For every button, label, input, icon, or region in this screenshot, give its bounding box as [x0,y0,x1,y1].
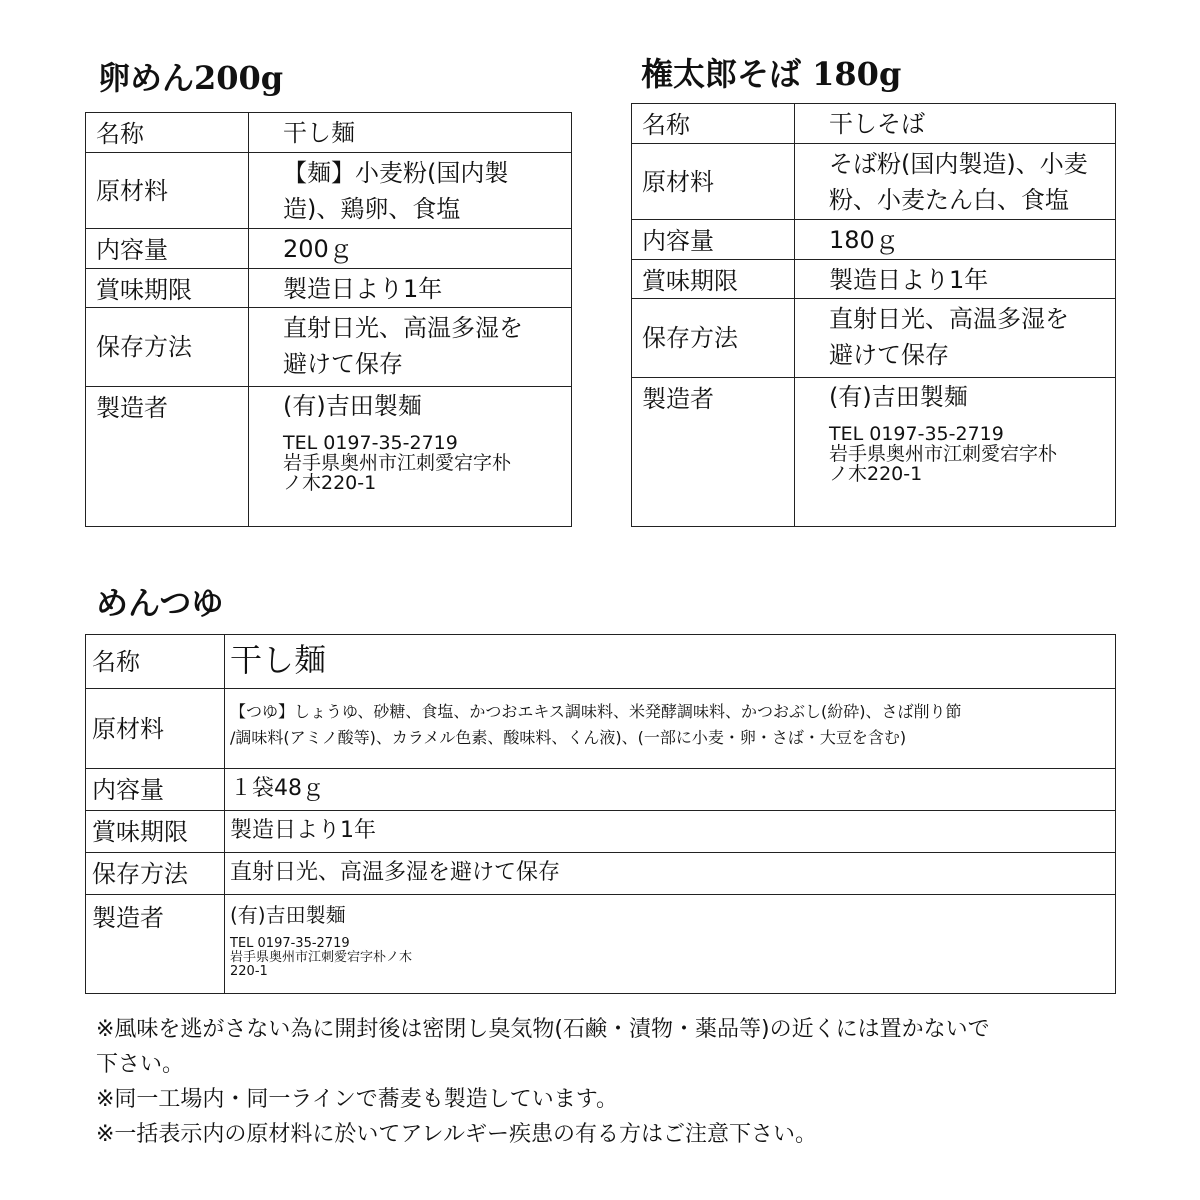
gontaro-label-table [631,103,1116,527]
row-value [249,153,572,229]
tamago-title: 卵めん200g [98,59,284,97]
table-row [86,689,1116,769]
table-row [86,895,1116,994]
table-row [86,153,572,229]
maker-contact: TEL 0197-35-2719 岩手県奥州市江刺愛宕字朴ノ木 220-1 [230,936,413,979]
row-value [795,144,1116,220]
table-row [86,769,1116,811]
value-line: そば粉(国内製造)、小麦 [829,150,1088,178]
table-row [86,853,1116,895]
row-label: 原材料 [86,689,225,769]
table-row [86,811,1116,853]
row-label: 内容量 [86,229,249,269]
tamago-label-table [85,112,572,527]
table-row [86,387,572,527]
table-row [86,308,572,387]
row-label: 名称 [632,104,795,144]
table-row [86,229,572,269]
row-label: 保存方法 [86,853,225,895]
row-label: 原材料 [86,153,249,229]
row-value: １袋48ｇ [225,769,1116,811]
row-value [249,308,572,387]
row-value: 製造日より1年 [795,260,1116,299]
row-value [795,378,1116,527]
value-line: 直射日光、高温多湿を [283,314,523,342]
maker-contact: TEL 0197-35-2719 岩手県奥州市江刺愛宕字朴 ノ木220-1 [283,432,512,494]
row-value [225,895,1116,994]
row-value: 200ｇ [249,229,572,269]
tsuyu-label-table [85,634,1116,994]
tsuyu-title: めんつゆ [96,584,224,622]
note-line: ※同一工場内・同一ラインで蕎麦も製造しています。 [96,1087,619,1112]
maker-name: (有)吉田製麺 [283,392,422,420]
value-line: 造)、鶏卵、食塩 [283,195,461,223]
row-label: 製造者 [632,378,795,527]
caution-notes [96,1012,1126,1152]
row-value [249,387,572,527]
value-line: 【麺】小麦粉(国内製 [283,159,509,187]
row-label: 製造者 [86,387,249,527]
table-row [86,113,572,153]
table-row [632,220,1116,260]
row-label: 名称 [86,635,225,689]
row-label: 原材料 [632,144,795,220]
table-row [632,104,1116,144]
row-label: 内容量 [632,220,795,260]
maker-name: (有)吉田製麺 [230,903,346,927]
table-row [632,260,1116,299]
value-line: 避けて保存 [283,350,403,378]
table-row [86,635,1116,689]
row-value: 干し麺 [225,635,1116,689]
row-label: 賞味期限 [86,811,225,853]
row-value: 干しそば [795,104,1116,144]
value-line: 避けて保存 [829,341,949,369]
value-line: 直射日光、高温多湿を [829,305,1069,333]
row-label: 賞味期限 [86,269,249,308]
row-value: 製造日より1年 [249,269,572,308]
gontaro-title: 権太郎そば 180g [641,55,902,93]
maker-name: (有)吉田製麺 [829,383,968,411]
value-line: 粉、小麦たん白、食塩 [829,186,1069,214]
row-value: 干し麺 [249,113,572,153]
note-line: 下さい。 [96,1052,185,1077]
table-row [632,299,1116,378]
row-label: 賞味期限 [632,260,795,299]
row-value: 【つゆ】しょうゆ、砂糖、食塩、かつおエキス調味料、米発酵調味料、かつおぶし(紛砕)、さば削り節 /調味料(アミノ酸等)、カラメル色素、酸味料、くん液)、(一部に小麦・卵・さば・大豆を含む) [225,689,1116,769]
row-value: 180ｇ [795,220,1116,260]
row-label: 名称 [86,113,249,153]
table-row [632,144,1116,220]
maker-contact: TEL 0197-35-2719 岩手県奥州市江刺愛宕字朴 ノ木220-1 [829,423,1058,485]
row-value: 製造日より1年 [225,811,1116,853]
row-label: 保存方法 [632,299,795,378]
row-value: 直射日光、高温多湿を避けて保存 [225,853,1116,895]
table-row [632,378,1116,527]
row-label: 保存方法 [86,308,249,387]
note-line: ※風味を逃がさない為に開封後は密閉し臭気物(石鹸・漬物・薬品等)の近くには置かないで [96,1017,990,1042]
row-label: 内容量 [86,769,225,811]
row-value [795,299,1116,378]
row-label: 製造者 [86,895,225,994]
table-row [86,269,572,308]
note-line: ※一括表示内の原材料に於いてアレルギー疾患の有る方はご注意下さい。 [96,1122,818,1147]
